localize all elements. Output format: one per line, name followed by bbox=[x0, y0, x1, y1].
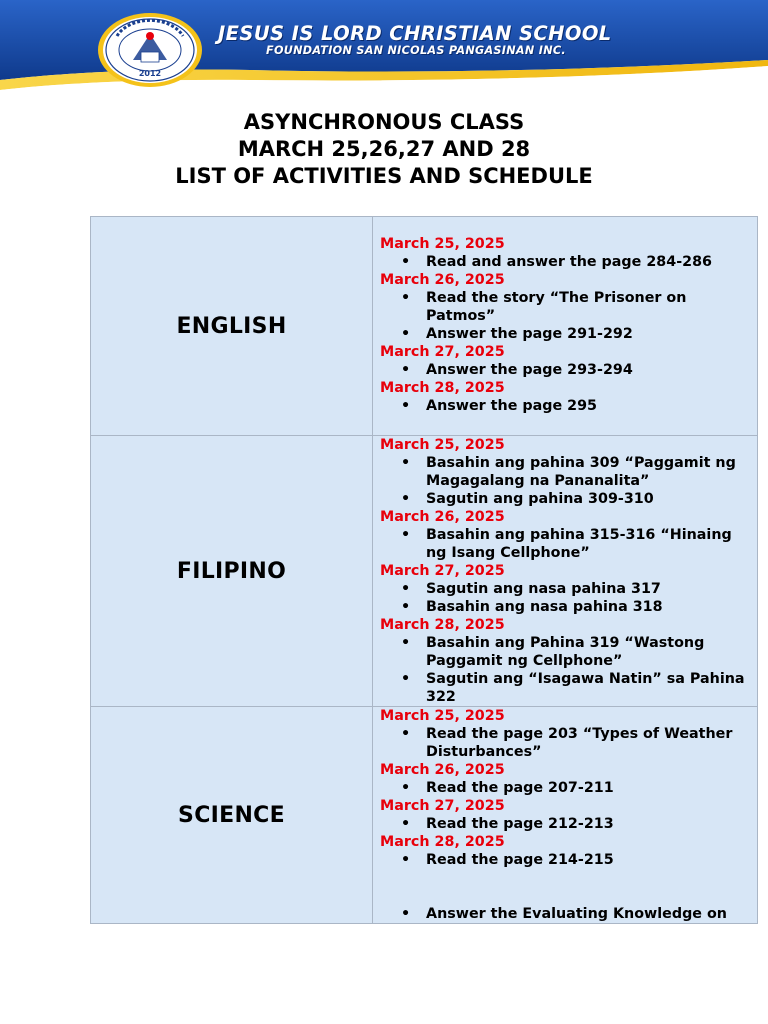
bullet-icon: • bbox=[401, 816, 411, 832]
date-label: March 25, 2025 bbox=[380, 437, 505, 453]
activity-item: • Basahin ang nasa pahina 318 bbox=[401, 599, 663, 615]
bullet-icon: • bbox=[401, 290, 411, 306]
spacer bbox=[380, 869, 749, 905]
activity-item: • Basahin ang pahina 315-316 “Hinaing ng Isang Cellphone” bbox=[401, 527, 732, 561]
activity-item: • Read the page 203 “Types of Weather Disturbances” bbox=[401, 726, 733, 760]
activities-cell bbox=[373, 436, 758, 707]
subject-cell bbox=[91, 707, 373, 924]
bullet-icon: • bbox=[401, 635, 411, 651]
date-label: March 26, 2025 bbox=[380, 762, 505, 778]
date-label: March 27, 2025 bbox=[380, 563, 505, 579]
activities-cell bbox=[373, 707, 758, 924]
date-label: March 26, 2025 bbox=[380, 272, 505, 288]
date-label: March 27, 2025 bbox=[380, 344, 505, 360]
date-label: March 25, 2025 bbox=[380, 236, 505, 252]
bullet-icon: • bbox=[401, 726, 411, 742]
table-row-english bbox=[91, 217, 758, 436]
subject-filipino: FILIPINO bbox=[176, 558, 287, 584]
subject-english: ENGLISH bbox=[176, 313, 287, 339]
activity-item: • Basahin ang pahina 309 “Paggamit ng Magagalang na Pananalita” bbox=[401, 455, 736, 489]
heading-line-3: LIST OF ACTIVITIES AND SCHEDULE bbox=[175, 164, 593, 188]
bullet-icon: • bbox=[401, 527, 411, 543]
date-label: March 27, 2025 bbox=[380, 798, 505, 814]
bullet-icon: • bbox=[401, 398, 411, 414]
date-label: March 28, 2025 bbox=[380, 617, 505, 633]
activity-item: • Read the page 207-211 bbox=[401, 780, 614, 796]
table-row-science bbox=[91, 707, 758, 924]
heading-line-1: ASYNCHRONOUS CLASS bbox=[243, 110, 525, 134]
school-name: JESUS IS LORD CHRISTIAN SCHOOL bbox=[218, 22, 612, 45]
bullet-icon: • bbox=[401, 852, 411, 868]
heading-line-2: MARCH 25,26,27 AND 28 bbox=[237, 137, 531, 161]
bullet-icon: • bbox=[401, 581, 411, 597]
subject-cell bbox=[91, 436, 373, 707]
seal-year: 2012 bbox=[138, 69, 162, 78]
date-label: March 26, 2025 bbox=[380, 509, 505, 525]
activity-item: • Read the page 214-215 bbox=[401, 852, 614, 868]
bullet-icon: • bbox=[401, 906, 411, 922]
activity-item: • Answer the page 295 bbox=[401, 398, 598, 414]
bullet-icon: • bbox=[401, 254, 411, 270]
bullet-icon: • bbox=[401, 326, 411, 342]
school-banner bbox=[0, 0, 768, 92]
document-heading bbox=[0, 109, 768, 190]
foundation-name: FOUNDATION SAN NICOLAS PANGASINAN INC. bbox=[266, 44, 566, 57]
date-label: March 28, 2025 bbox=[380, 380, 505, 396]
bullet-icon: • bbox=[401, 491, 411, 507]
bullet-icon: • bbox=[401, 780, 411, 796]
activity-item: • Answer the Evaluating Knowledge on bbox=[401, 906, 727, 922]
activities-cell bbox=[373, 217, 758, 436]
schedule-table bbox=[90, 216, 758, 924]
activity-item: • Read and answer the page 284-286 bbox=[401, 254, 712, 270]
table-row-filipino bbox=[91, 436, 758, 707]
activity-item: • Answer the page 291-292 bbox=[401, 326, 633, 342]
activity-item: • Read the story “The Prisoner on Patmos” bbox=[401, 290, 687, 324]
activity-item: • Sagutin ang pahina 309-310 bbox=[401, 491, 654, 507]
activity-item: • Read the page 212-213 bbox=[401, 816, 614, 832]
bullet-icon: • bbox=[401, 455, 411, 471]
activity-item: • Sagutin ang “Isagawa Natin” sa Pahina 322 bbox=[401, 671, 745, 705]
activity-item: • Basahin ang Pahina 319 “Wastong Paggamit ng Cellphone” bbox=[401, 635, 705, 669]
subject-cell bbox=[91, 217, 373, 436]
subject-science: SCIENCE bbox=[178, 802, 285, 828]
bullet-icon: • bbox=[401, 362, 411, 378]
activity-item: • Sagutin ang nasa pahina 317 bbox=[401, 581, 661, 597]
activity-item: • Answer the page 293-294 bbox=[401, 362, 633, 378]
date-label: March 25, 2025 bbox=[380, 708, 505, 724]
bullet-icon: • bbox=[401, 599, 411, 615]
date-label: March 28, 2025 bbox=[380, 834, 505, 850]
bullet-icon: • bbox=[401, 671, 411, 687]
